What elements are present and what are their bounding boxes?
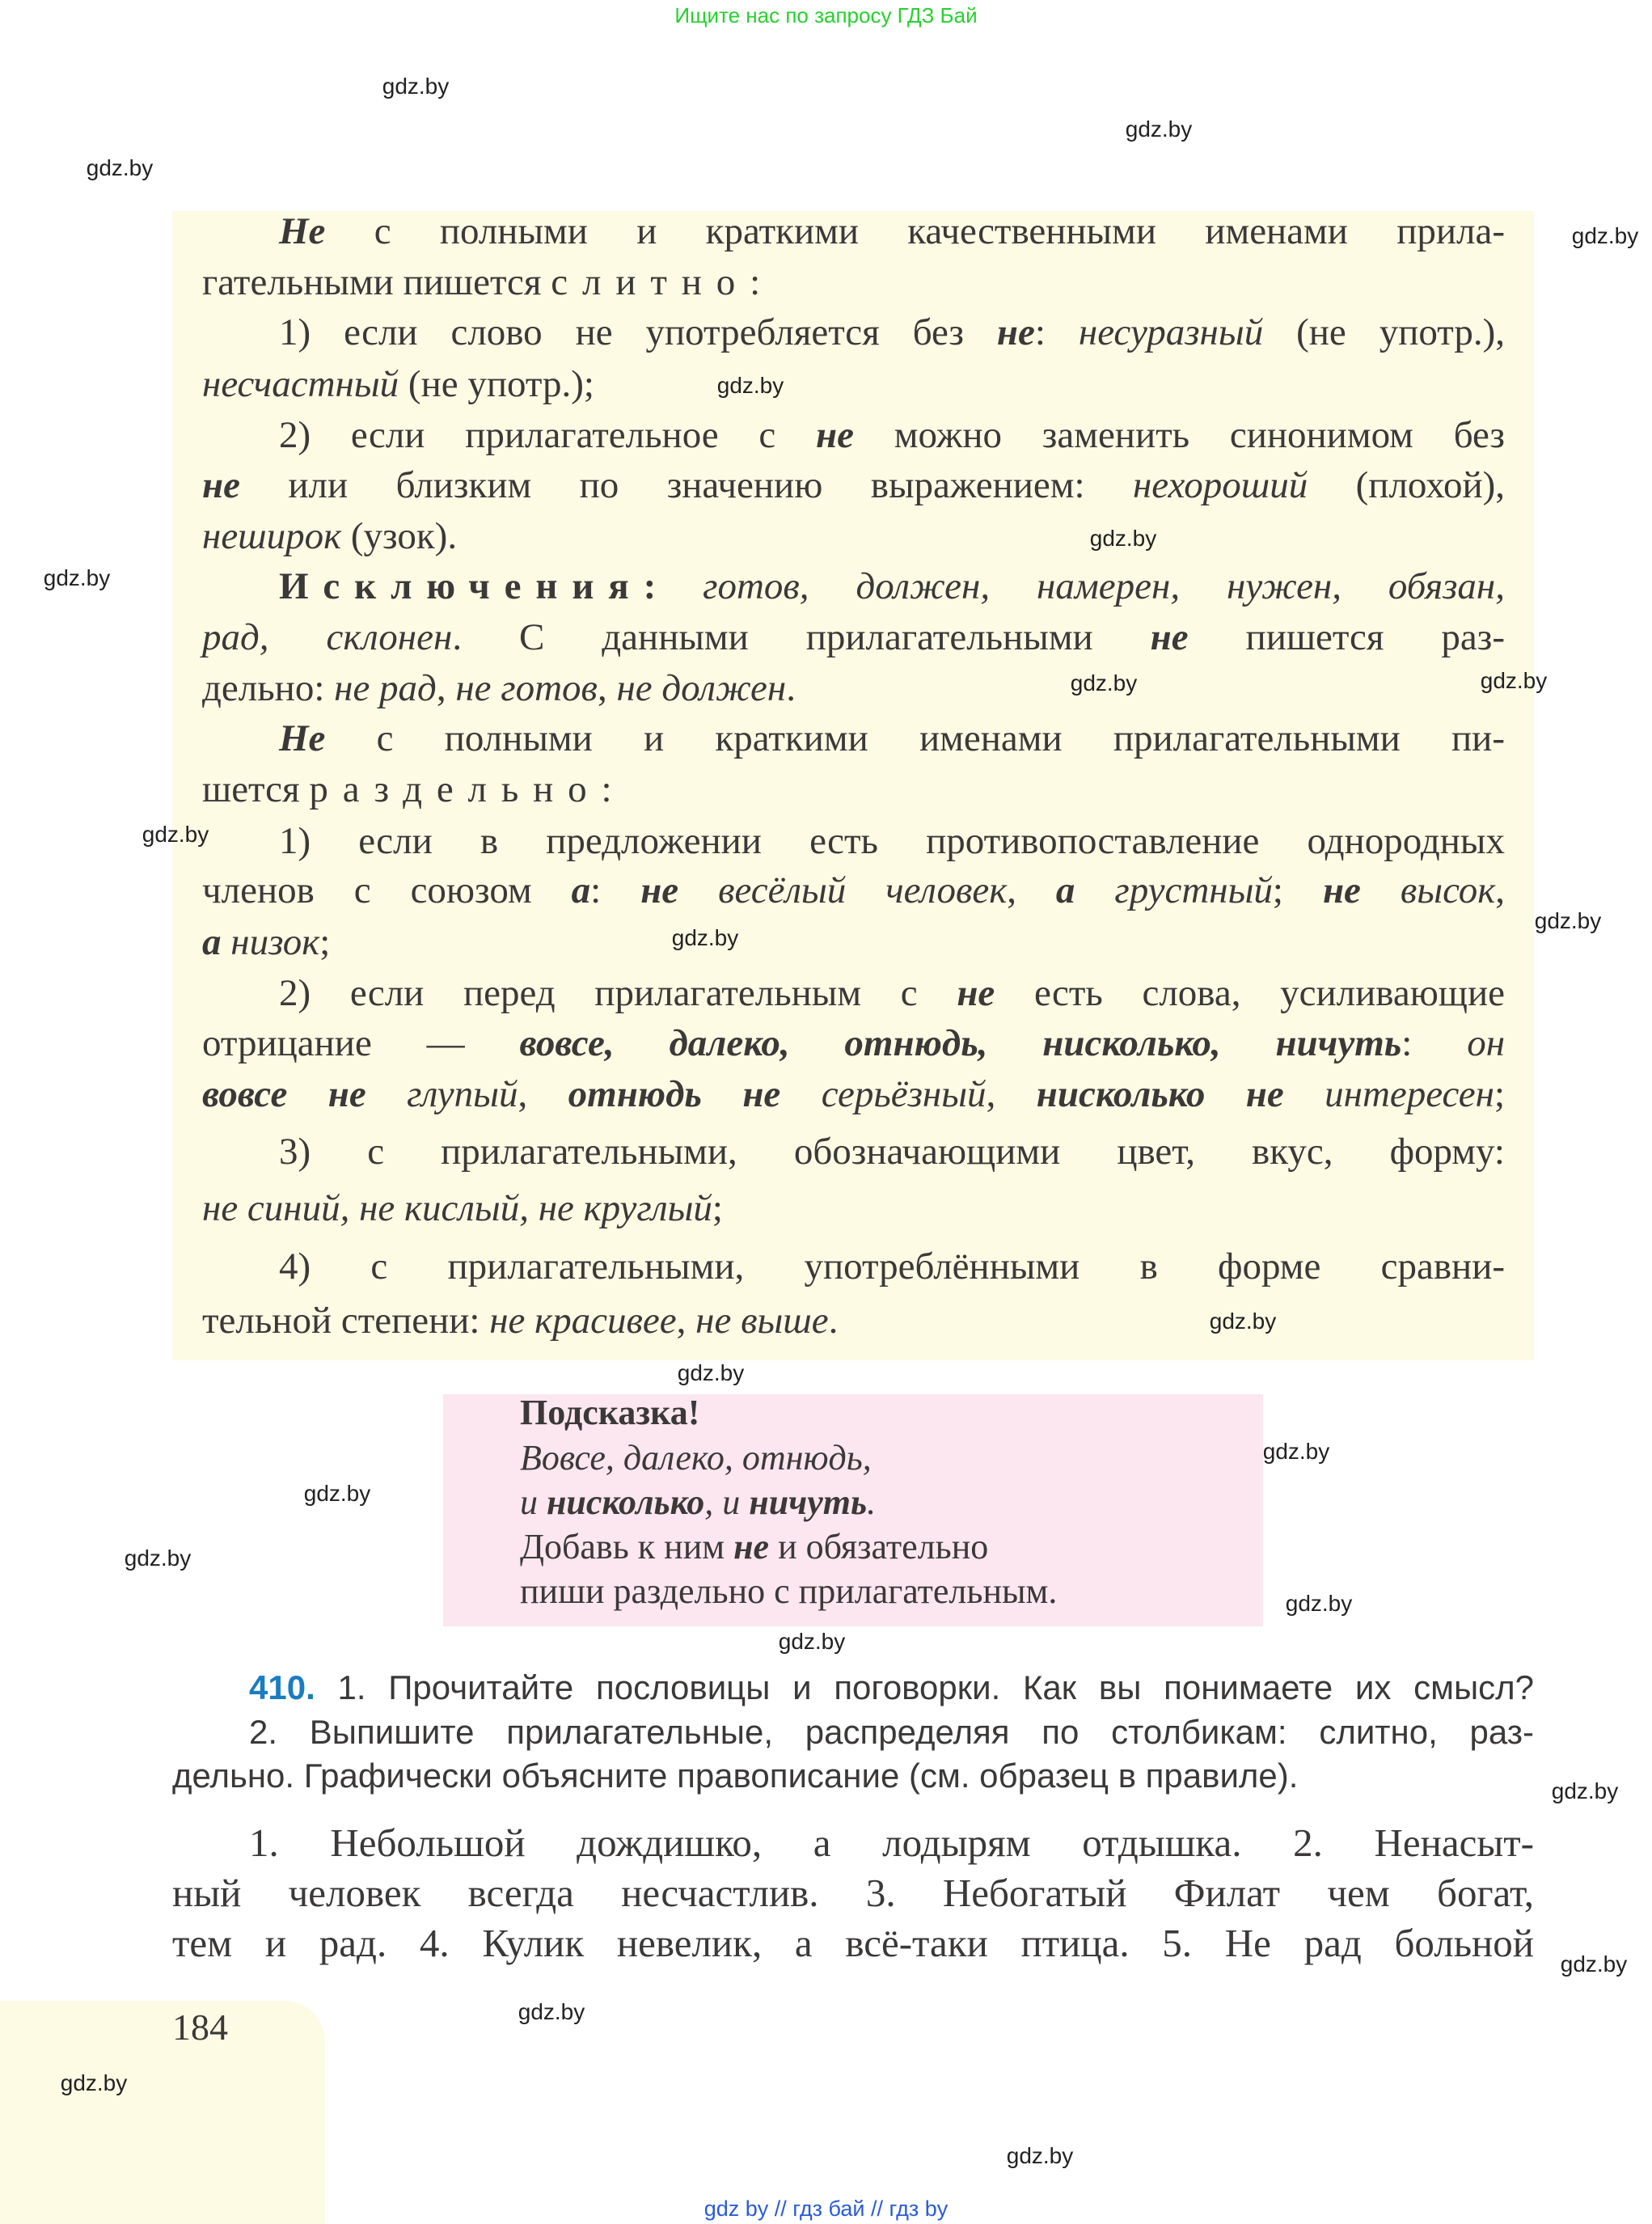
- rule-text-segment: не синий, не кислый, не круглый: [202, 1187, 712, 1229]
- proverbs-text-segment: тем и рад. 4. Кулик невелик, а всё-таки птица. 5. Не рад больной: [172, 1921, 1534, 1965]
- rule-text-segment: несуразный: [1078, 311, 1264, 353]
- page-corner: [0, 2001, 325, 2224]
- hint-text-segment: и обязательно: [769, 1527, 989, 1567]
- rule-text-segment: ,: [986, 1073, 1037, 1115]
- rule-text-segment: 3) с прилагательными, обозначающими цвет, вкус, форму:: [279, 1131, 1505, 1173]
- page-number: 184: [172, 2006, 228, 2048]
- rule-text-segment: дельно:: [202, 667, 335, 709]
- hint-text-segment: и: [520, 1482, 547, 1522]
- rule-text-segment: нисколько не: [1036, 1073, 1284, 1115]
- hint-text-segment: Подсказка!: [520, 1393, 700, 1432]
- rule-text-segment: .: [786, 667, 796, 709]
- watermark: gdz.by: [124, 1545, 192, 1571]
- hint-text-segment: Вовсе, далеко, отнюдь,: [520, 1438, 872, 1478]
- rule-text-segment: пишется раз-: [1188, 616, 1506, 658]
- watermark: gdz.by: [1534, 908, 1602, 933]
- rule-line: [202, 767, 612, 811]
- rule-text-segment: 2) если перед прилагательным с: [279, 972, 957, 1014]
- rule-text-segment: ,: [597, 667, 617, 709]
- watermark: gdz.by: [382, 74, 450, 99]
- rule-text-segment: (не употр.);: [399, 363, 594, 405]
- proverbs-line: [172, 1921, 1534, 1966]
- hint-line: [520, 1482, 876, 1523]
- hint-text-segment: Добавь к ним: [520, 1527, 734, 1567]
- search-banner[interactable]: Ищите нас по запросу ГДЗ Бай: [674, 3, 978, 27]
- rule-text-segment: а: [202, 921, 222, 963]
- footer-links[interactable]: gdz by // гдз бай // гдз by: [703, 2197, 949, 2221]
- rule-text-segment: отрицание —: [202, 1022, 520, 1064]
- hint-text-segment: .: [867, 1482, 877, 1522]
- rule-text-segment: готов, должен, намерен, нужен, обязан,: [703, 565, 1505, 607]
- rule-text-segment: весёлый человек: [678, 869, 1008, 911]
- rule-text-segment: Не: [279, 717, 326, 759]
- rule-text-segment: вовсе, далеко, отнюдь, нисколько, ничуть: [519, 1022, 1402, 1064]
- rule-text-segment: ;: [712, 1187, 723, 1229]
- rule-text-segment: ,: [518, 1073, 568, 1115]
- exercise-text-segment: 2. Выпишите прилагательные, распределяя по столбикам: слитно, раз-: [249, 1713, 1534, 1751]
- hint-text-segment: нисколько: [547, 1482, 705, 1522]
- rule-text-segment: глупый: [365, 1073, 518, 1115]
- rule-text-segment: ,: [436, 667, 456, 709]
- rule-text-segment: 4) с прилагательными, употреблёнными в форме сравни-: [279, 1245, 1505, 1287]
- exercise-text-segment: 1. Прочитайте пословицы и поговорки. Как вы понимаете их смысл?: [315, 1668, 1534, 1706]
- rule-line: [279, 209, 1505, 253]
- exercise-text-segment: дельно. Графически объясните правописание (см. образец в правиле).: [172, 1757, 1299, 1795]
- rule-text-segment: грустный: [1114, 869, 1273, 911]
- rule-text-segment: 1) если слово не употребляется без: [279, 311, 997, 353]
- rule-text-segment: не: [996, 311, 1035, 353]
- rule-text-segment: гательными пишется: [202, 261, 551, 303]
- rule-text-segment: высок: [1360, 869, 1496, 911]
- hint-text-segment: ничуть: [749, 1482, 868, 1522]
- proverbs-line: [172, 1871, 1534, 1916]
- rule-text-segment: ;: [1494, 1073, 1505, 1115]
- rule-line: [202, 362, 594, 406]
- watermark: gdz.by: [60, 2070, 128, 2095]
- watermark: gdz.by: [1551, 1778, 1619, 1803]
- rule-line: [202, 920, 330, 964]
- rule-text-segment: [1075, 869, 1114, 911]
- watermark: gdz.by: [1070, 670, 1138, 696]
- rule-text-segment: ,: [676, 1300, 696, 1342]
- watermark: gdz.by: [303, 1481, 371, 1506]
- rule-text-segment: ,: [1495, 869, 1506, 911]
- rule-text-segment: (узок).: [341, 515, 458, 557]
- rule-text-segment: а: [1055, 869, 1075, 911]
- rule-text-segment: можно заменить синонимом без: [854, 414, 1505, 456]
- watermark: gdz.by: [1285, 1591, 1353, 1616]
- rule-line: [279, 717, 1505, 760]
- rule-text-segment: не: [1150, 616, 1189, 658]
- rule-text-segment: не: [1322, 869, 1361, 911]
- rule-line: [202, 1021, 1505, 1065]
- rule-text-segment: :: [1401, 1022, 1468, 1064]
- rule-text-segment: 2) если прилагательное с: [279, 414, 817, 456]
- exercise-line: [172, 1757, 1298, 1795]
- rule-text-segment: Исключения: [279, 565, 644, 607]
- proverbs-line: [249, 1820, 1534, 1866]
- rule-text-segment: с полными и краткими именами прилагательными пи-: [325, 717, 1505, 759]
- hint-line: [520, 1437, 872, 1478]
- rule-text-segment: есть слова, усиливающие: [995, 972, 1506, 1014]
- rule-text-segment: членов с союзом: [202, 869, 572, 911]
- rule-text-segment: раздельно: [309, 768, 602, 810]
- rule-line: [202, 869, 1505, 912]
- proverbs-text-segment: ный человек всегда несчастлив. 3. Небогатый Филат чем богат,: [172, 1871, 1534, 1915]
- rule-text-segment: ;: [1272, 869, 1323, 911]
- rule-text-segment: :: [601, 768, 612, 810]
- rule-text-segment: рад, склонен: [202, 616, 453, 658]
- rule-text-segment: нехороший: [1132, 464, 1308, 506]
- rule-text-segment: 1) если в предложении есть противопоставление однородных: [279, 820, 1505, 862]
- rule-text-segment: . С данными прилагательными: [452, 616, 1151, 658]
- rule-text-segment: [222, 921, 231, 963]
- hint-text-segment: , и: [704, 1482, 750, 1522]
- rule-line: [202, 1186, 723, 1230]
- watermark: gdz.by: [1125, 116, 1193, 142]
- rule-text-segment: не: [202, 464, 240, 506]
- watermark: gdz.by: [1262, 1439, 1330, 1464]
- rule-line: [279, 971, 1505, 1015]
- rule-line: [279, 311, 1505, 354]
- rule-text-segment: не выше: [695, 1300, 829, 1342]
- rule-line: [279, 819, 1505, 863]
- rule-text-segment: тельной степени:: [202, 1300, 490, 1342]
- exercise-line: [249, 1668, 1534, 1707]
- rule-line: [279, 1245, 1505, 1288]
- rule-text-segment: а: [571, 869, 591, 911]
- rule-line: [202, 1299, 838, 1342]
- exercise-line: [249, 1713, 1534, 1752]
- rule-text-segment: :: [1034, 311, 1079, 353]
- rule-text-segment: не: [957, 972, 995, 1014]
- hint-line: [520, 1392, 699, 1433]
- rule-line: [202, 1072, 1505, 1116]
- watermark: gdz.by: [142, 822, 209, 847]
- hint-line: [520, 1526, 988, 1567]
- rule-text-segment: шется: [202, 768, 310, 810]
- rule-text-segment: несчастный: [202, 363, 399, 405]
- rule-text-segment: с полными и краткими качественными именами прила-: [325, 210, 1505, 252]
- proverbs-text-segment: 1. Небольшой дождишко, а лодырям отдышка. 2. Ненасыт-: [249, 1820, 1534, 1865]
- rule-text-segment: ;: [319, 921, 331, 963]
- rule-line: [202, 514, 457, 558]
- watermark: gdz.by: [43, 565, 111, 590]
- rule-text-segment: (плохой),: [1308, 464, 1505, 506]
- rule-text-segment: серьёзный: [780, 1073, 987, 1115]
- rule-line: [279, 413, 1505, 457]
- rule-text-segment: Не: [279, 210, 326, 252]
- rule-line: [202, 666, 796, 710]
- rule-text-segment: :: [590, 869, 641, 911]
- hint-text-segment: пиши раздельно с прилагательным.: [520, 1571, 1058, 1611]
- watermark: gdz.by: [518, 1999, 585, 2024]
- rule-text-segment: не: [816, 414, 855, 456]
- rule-text-segment: вовсе не: [202, 1073, 366, 1115]
- watermark: gdz.by: [677, 1360, 745, 1385]
- exercise-number: 410.: [249, 1668, 315, 1706]
- watermark: gdz.by: [1480, 668, 1548, 693]
- rule-text-segment: отнюдь не: [568, 1073, 781, 1115]
- hint-line: [520, 1571, 1057, 1612]
- rule-line: [202, 615, 1505, 659]
- rule-text-segment: ,: [1007, 869, 1056, 911]
- rule-text-segment: не должен: [616, 667, 787, 709]
- watermark: gdz.by: [1571, 223, 1639, 248]
- rule-text-segment: не: [640, 869, 679, 911]
- watermark: gdz.by: [86, 155, 154, 180]
- rule-text-segment: :: [750, 261, 761, 303]
- rule-text-segment: неширок: [202, 515, 342, 557]
- rule-line: [202, 260, 760, 304]
- rule-text-segment: (не употр.),: [1263, 311, 1505, 353]
- rule-text-segment: не красивее: [489, 1300, 677, 1342]
- watermark: gdz.by: [778, 1629, 846, 1654]
- rule-text-segment: :: [643, 565, 703, 607]
- rule-text-segment: слитно: [551, 261, 750, 303]
- watermark: gdz.by: [1006, 2143, 1074, 2168]
- watermark: gdz.by: [1209, 1309, 1277, 1334]
- watermark: gdz.by: [671, 925, 739, 950]
- rule-text-segment: .: [828, 1300, 839, 1342]
- rule-text-segment: или близким по значению выражением:: [239, 464, 1133, 506]
- rule-text-segment: он: [1467, 1022, 1506, 1064]
- rule-line: [202, 463, 1505, 507]
- rule-text-segment: не готов: [455, 667, 598, 709]
- watermark: gdz.by: [1089, 526, 1157, 551]
- rule-text-segment: не рад: [334, 667, 437, 709]
- rule-line: [279, 564, 1505, 608]
- hint-text-segment: не: [733, 1527, 770, 1567]
- rule-text-segment: низок: [230, 921, 320, 963]
- watermark: gdz.by: [1560, 1951, 1628, 1977]
- watermark: gdz.by: [716, 373, 784, 398]
- rule-line: [279, 1130, 1505, 1173]
- rule-text-segment: интересен: [1283, 1073, 1494, 1115]
